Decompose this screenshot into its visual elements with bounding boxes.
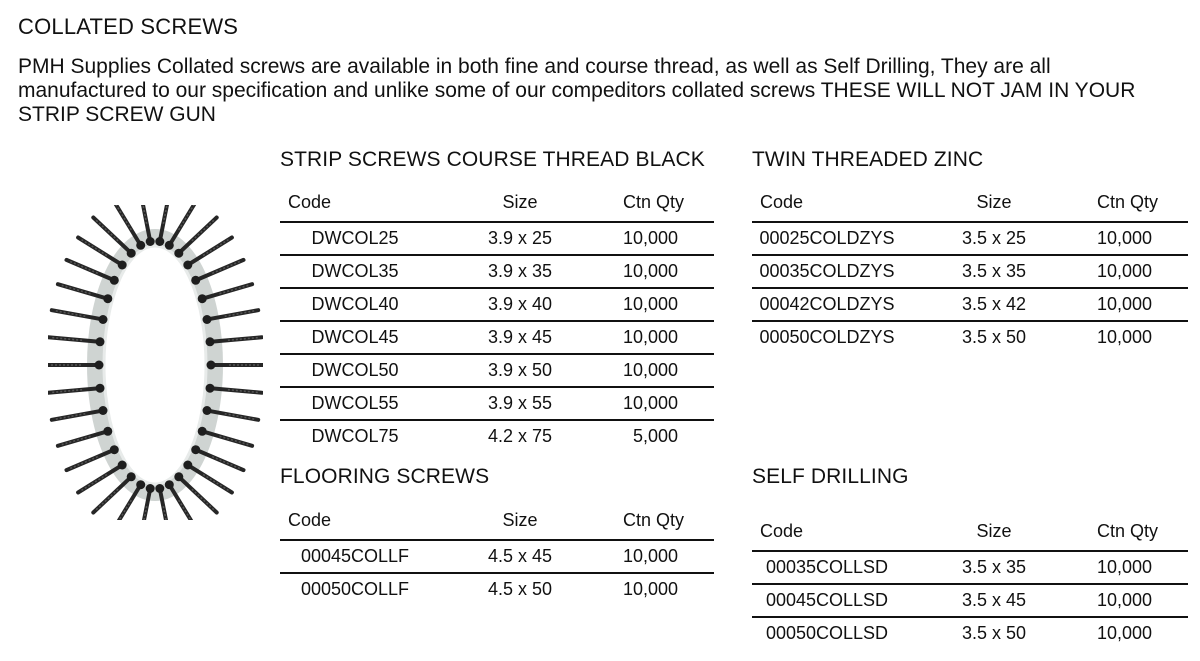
cell-qty: 10,000 — [610, 222, 714, 255]
cell-qty: 10,000 — [1086, 584, 1188, 617]
table-row — [752, 617, 1188, 649]
table-row — [752, 288, 1188, 321]
cell-code: DWCOL55 — [280, 387, 430, 420]
cell-code: 00042COLDZYS — [752, 288, 902, 321]
cell-code: 00045COLLSD — [752, 584, 902, 617]
cell-code: DWCOL25 — [280, 222, 430, 255]
section-title-strip: STRIP SCREWS COURSE THREAD BLACK — [280, 148, 705, 171]
corner-decoration — [1146, 0, 1200, 24]
table-row — [280, 387, 714, 420]
intro-paragraph: PMH Supplies Collated screws are available in both fine and course thread, as well as Self Drilling, They are all manufactured to our specification and unlike some of our compeditors collated screws THESE WILL NOT JAM IN YOUR STRIP SCREW GUN — [18, 55, 1136, 126]
cell-size: 3.5 x 45 — [902, 584, 1086, 617]
cell-qty: 5,000 — [632, 426, 678, 446]
cell-code: 00045COLLF — [280, 540, 430, 573]
cell-qty: 10,000 — [1086, 288, 1188, 321]
table-row — [280, 321, 714, 354]
table-row — [752, 551, 1188, 584]
strip-screws-table — [280, 192, 714, 452]
table-header-row — [752, 192, 1188, 222]
cell-code: 00050COLLSD — [765, 623, 889, 643]
cell-code: 00050COLLF — [300, 579, 410, 599]
col-header-size: Size — [902, 521, 1086, 551]
col-header-code: Code — [752, 192, 902, 222]
section-title-twin: TWIN THREADED ZINC — [752, 148, 984, 171]
cell-code: DWCOL45 — [280, 321, 430, 354]
cell-qty: 10,000 — [610, 540, 714, 573]
twin-threaded-table — [752, 192, 1188, 353]
table-row — [280, 354, 714, 387]
cell-code: 00035COLDZYS — [752, 255, 902, 288]
cell-size: 3.9 x 25 — [430, 222, 610, 255]
cell-size: 3.9 x 55 — [430, 387, 610, 420]
section-title-flooring: FLOORING SCREWS — [280, 465, 490, 488]
cell-qty: 10,000 — [1086, 255, 1188, 288]
table-row — [280, 222, 714, 255]
cell-size: 4.5 x 50 — [487, 579, 553, 599]
self-drilling-table — [752, 521, 1188, 649]
col-header-code: Code — [280, 192, 430, 222]
collated-screw-strip-icon — [48, 205, 263, 520]
cell-qty: 10,000 — [622, 579, 678, 599]
col-header-size: Size — [902, 192, 1086, 222]
cell-size: 4.5 x 45 — [430, 540, 610, 573]
cell-size: 3.9 x 35 — [430, 255, 610, 288]
cell-size: 3.5 x 42 — [902, 288, 1086, 321]
col-header-qty: Ctn Qty — [610, 510, 714, 540]
col-header-qty: Ctn Qty — [1086, 192, 1188, 222]
cell-size: 3.5 x 50 — [961, 623, 1027, 643]
cell-qty: 10,000 — [610, 354, 714, 387]
table-row — [752, 584, 1188, 617]
col-header-qty: Ctn Qty — [1086, 521, 1188, 551]
cell-size: 3.9 x 50 — [430, 354, 610, 387]
table-row — [280, 573, 714, 605]
cell-size: 3.5 x 35 — [902, 551, 1086, 584]
cell-qty: 10,000 — [1086, 222, 1188, 255]
table-row — [280, 420, 714, 452]
page-title: COLLATED SCREWS — [18, 14, 239, 39]
table-row — [752, 222, 1188, 255]
cell-code: 00050COLDZYS — [759, 327, 895, 347]
cell-code: DWCOL75 — [311, 426, 399, 446]
cell-size: 3.5 x 25 — [902, 222, 1086, 255]
cell-qty: 10,000 — [610, 255, 714, 288]
cell-qty: 10,000 — [610, 387, 714, 420]
table-row — [280, 288, 714, 321]
table-row — [280, 255, 714, 288]
cell-code: 00025COLDZYS — [752, 222, 902, 255]
col-header-qty: Ctn Qty — [610, 192, 714, 222]
table-row — [752, 321, 1188, 353]
table-header-row — [280, 510, 714, 540]
cell-size: 3.5 x 35 — [902, 255, 1086, 288]
cell-qty: 10,000 — [1086, 551, 1188, 584]
cell-code: DWCOL40 — [280, 288, 430, 321]
cell-qty: 10,000 — [1096, 623, 1152, 643]
cell-code: 00035COLLSD — [752, 551, 902, 584]
cell-size: 3.9 x 40 — [430, 288, 610, 321]
cell-code: DWCOL50 — [280, 354, 430, 387]
table-header-row — [752, 521, 1188, 551]
col-header-code: Code — [752, 521, 902, 551]
table-header-row — [280, 192, 714, 222]
cell-code: DWCOL35 — [280, 255, 430, 288]
flooring-screws-table — [280, 510, 714, 605]
table-row — [280, 540, 714, 573]
section-title-selfdrill: SELF DRILLING — [752, 465, 909, 488]
cell-size: 4.2 x 75 — [487, 426, 553, 446]
cell-qty: 10,000 — [1096, 327, 1152, 347]
col-header-size: Size — [430, 192, 610, 222]
cell-size: 3.5 x 50 — [961, 327, 1027, 347]
cell-size: 3.9 x 45 — [430, 321, 610, 354]
cell-qty: 10,000 — [610, 288, 714, 321]
table-row — [752, 255, 1188, 288]
col-header-size: Size — [430, 510, 610, 540]
col-header-code: Code — [280, 510, 430, 540]
cell-qty: 10,000 — [610, 321, 714, 354]
